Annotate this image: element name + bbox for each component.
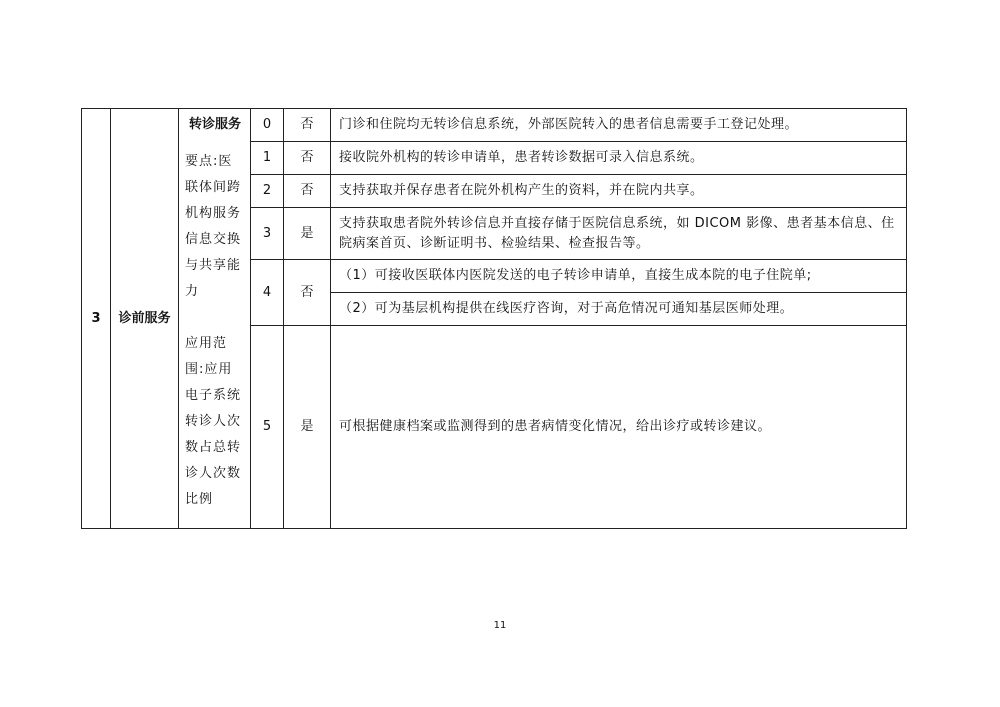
required-cell: 否	[284, 260, 331, 326]
page-number: 11	[493, 620, 507, 631]
points-text: 医联体间跨机构服务信息交换与共享能力	[185, 154, 242, 299]
required-cell: 是	[284, 326, 331, 529]
level-cell: 5	[251, 326, 284, 529]
description-cell: 支持获取患者院外转诊信息并直接存储于医院信息系统，如 DICOM 影像、患者基本信息、住院病案首页、诊断证明书、检验结果、检查报告等。	[331, 208, 907, 260]
scope-label: 应用范围:	[185, 336, 228, 377]
item-title: 转诊服务	[188, 117, 241, 132]
description-cell: 支持获取并保存患者在院外机构产生的资料，并在院内共享。	[331, 175, 907, 208]
scope-text: 应用电子系统转诊人次数占总转诊人次数比例	[185, 362, 242, 507]
description-cell: （2）可为基层机构提供在线医疗咨询，对于高危情况可通知基层医师处理。	[331, 293, 907, 326]
table-row	[82, 109, 907, 142]
category-cell: 诊前服务	[111, 109, 179, 529]
level-cell: 1	[251, 142, 284, 175]
required-cell: 否	[284, 109, 331, 142]
item-points	[185, 149, 245, 305]
points-label: 要点:	[185, 154, 219, 169]
description-cell: （1）可接收医联体内医院发送的电子转诊申请单，直接生成本院的电子住院单;	[331, 260, 907, 293]
row-number: 3	[82, 109, 111, 529]
description-cell: 可根据健康档案或监测得到的患者病情变化情况，给出诊疗或转诊建议。	[331, 326, 907, 529]
level-cell: 4	[251, 260, 284, 326]
description-cell: 门诊和住院均无转诊信息系统，外部医院转入的患者信息需要手工登记处理。	[331, 109, 907, 142]
level-cell: 2	[251, 175, 284, 208]
required-cell: 否	[284, 175, 331, 208]
required-cell: 否	[284, 142, 331, 175]
rating-table	[81, 108, 907, 529]
description-cell: 接收院外机构的转诊申请单，患者转诊数据可录入信息系统。	[331, 142, 907, 175]
level-cell: 0	[251, 109, 284, 142]
required-cell: 是	[284, 208, 331, 260]
level-cell: 3	[251, 208, 284, 260]
item-scope	[185, 331, 245, 513]
item-cell	[179, 109, 251, 529]
